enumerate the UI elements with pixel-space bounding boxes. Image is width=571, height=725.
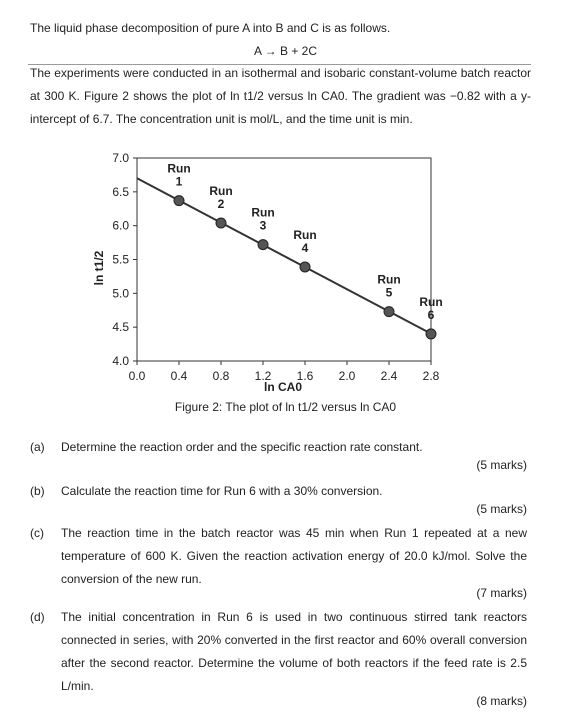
y-tick-label: 5.0	[112, 286, 129, 301]
y-tick-label: 6.0	[112, 218, 129, 233]
x-tick-label: 2.8	[422, 369, 440, 383]
point-label: Run 4	[293, 227, 317, 255]
x-tick-label: 2.4	[380, 369, 398, 383]
y-tick-label: 6.5	[112, 184, 129, 199]
x-tick-label: 0.4	[170, 369, 188, 383]
intro-paragraph: The experiments were conducted in an isothermal and isobaric constant-volume batch reactor at 300 K. Figure 2 shows the plot of ln t1/2 versus ln CA0. The gradient was −0.82 with a y-intercept of 6.7. The concentration unit is mol/L, and the time unit is min.	[30, 66, 531, 126]
question-marks: (8 marks)	[476, 694, 527, 708]
x-tick-label: 1.2	[254, 369, 272, 383]
point-label: Run 2	[209, 183, 233, 211]
y-tick-label: 4.5	[112, 320, 129, 335]
question-text: The reaction time in the batch reactor was 45 min when Run 1 repeated at a new temperature of 600 K. Given the reaction activation energy of 20.0 kJ/mol. Solve the conversion of the new run.	[61, 526, 527, 586]
point-label: Run 1	[167, 161, 191, 189]
data-point	[426, 329, 436, 339]
question-text: Determine the reaction order and the specific reaction rate constant.	[61, 440, 423, 454]
question-label: (b)	[30, 484, 45, 498]
y-tick-label: 7.0	[112, 151, 129, 165]
intro-line: The liquid phase decomposition of pure A into B and C is as follows.	[30, 21, 391, 35]
point-label: Run 5	[377, 272, 401, 300]
y-tick-label: 4.0	[112, 354, 129, 368]
x-axis-label: ln CA0	[263, 380, 303, 394]
x-tick-label: 2.0	[338, 369, 356, 383]
data-point	[258, 240, 268, 250]
y-axis-label: ln t1/2	[92, 250, 106, 286]
question-marks: (7 marks)	[476, 586, 527, 600]
x-tick-label: 0.8	[212, 369, 230, 383]
data-point	[216, 218, 226, 228]
question-marks: (5 marks)	[476, 502, 527, 516]
point-label: Run 3	[251, 205, 275, 233]
question-text: The initial concentration in Run 6 is used in two continuous stirred tank reactors connected in series, with 20% converted in the first reactor and 60% overall conversion after the second reactor. Determine the volume of both reactors if the feed rate is 2.5 L/min.	[61, 610, 527, 693]
x-tick-label: 1.6	[296, 369, 314, 383]
figure-caption: Figure 2: The plot of ln t1/2 versus ln CA0	[174, 400, 397, 414]
question-marks: (5 marks)	[476, 458, 527, 472]
data-point	[174, 196, 184, 206]
data-point	[384, 307, 394, 317]
question-label: (d)	[30, 610, 45, 624]
chart-axes	[112, 151, 439, 383]
reaction-equation: A → B + 2C	[253, 44, 318, 58]
data-point	[300, 262, 310, 272]
figure-2-chart	[0, 150, 571, 400]
x-tick-label: 0.0	[128, 369, 146, 383]
question-label: (c)	[30, 526, 44, 540]
y-tick-label: 5.5	[112, 252, 129, 267]
data-points	[167, 162, 442, 339]
question-text: Calculate the reaction time for Run 6 with a 30% conversion.	[61, 484, 383, 498]
question-label: (a)	[30, 440, 45, 454]
point-label: Run 6	[419, 294, 443, 322]
